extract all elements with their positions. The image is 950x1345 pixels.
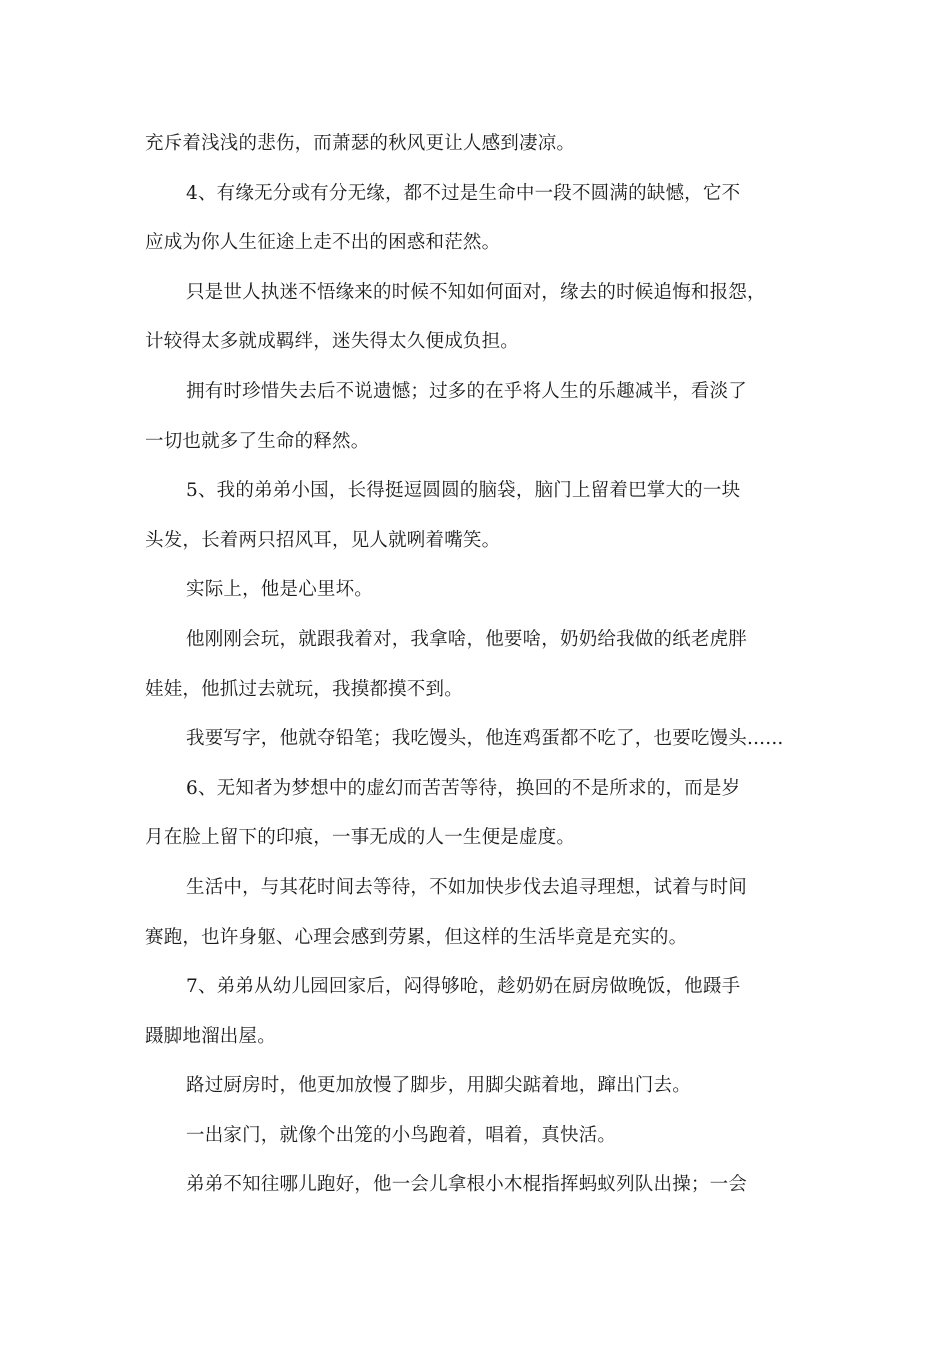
text-line: 4、有缘无分或有分无缘，都不过是生命中一段不圆满的缺憾，它不 [186, 182, 741, 204]
text-line: 一出家门，就像个出笼的小鸟跑着，唱着，真快活。 [186, 1124, 617, 1146]
text-line: 7、弟弟从幼儿园回家后，闷得够呛，趁奶奶在厨房做晚饭，他蹑手 [186, 976, 741, 998]
text-line: 6、无知者为梦想中的虚幻而苦苦等待，换回的不是所求的，而是岁 [186, 777, 741, 799]
text-line: 实际上，他是心里坏。 [186, 579, 374, 601]
text-line: 拥有时珍惜失去后不说遗憾；过多的在乎将人生的乐趣减半，看淡了 [186, 380, 748, 402]
text-line: 他刚刚会玩，就跟我着对，我拿啥，他要啥，奶奶给我做的纸老虎胖 [186, 628, 748, 650]
text-line: 一切也就多了生命的释然。 [145, 430, 370, 452]
text-line: 充斥着浅浅的悲伤，而萧瑟的秋风更让人感到凄凉。 [145, 133, 576, 154]
text-block [145, 119, 810, 1210]
text-line: 弟弟不知往哪儿跑好，他一会儿拿根小木棍指挥蚂蚁列队出操；一会 [186, 1174, 748, 1196]
text-line: 路过厨房时，他更加放慢了脚步，用脚尖踮着地，蹿出门去。 [186, 1075, 691, 1097]
text-line: 月在脸上留下的印痕，一事无成的人一生便是虚度。 [145, 827, 576, 849]
text-line: 蹑脚地溜出屋。 [145, 1025, 276, 1047]
text-line: 生活中，与其花时间去等待，不如加快步伐去追寻理想，试着与时间 [186, 876, 748, 898]
text-line: 我要写字，他就夺铅笔；我吃馒头，他连鸡蛋都不吃了，也要吃馒头...... [186, 728, 784, 750]
text-line: 娃娃，他抓过去就玩，我摸都摸不到。 [145, 678, 463, 700]
text-line: 计较得太多就成羁绊，迷失得太久便成负担。 [145, 331, 520, 353]
text-line: 应成为你人生征途上走不出的困惑和茫然。 [145, 232, 501, 254]
text-line: 5、我的弟弟小国，长得挺逗圆圆的脑袋，脑门上留着巴掌大的一块 [186, 480, 741, 502]
text-line: 赛跑，也许身躯、心理会感到劳累，但这样的生活毕竟是充实的。 [145, 926, 688, 948]
text-line: 头发，长着两只招风耳，见人就咧着嘴笑。 [145, 529, 501, 551]
text-line: 只是世人执迷不悟缘来的时候不知如何面对，缘去的时候追悔和报怨， [186, 281, 766, 303]
document-body [145, 119, 810, 1210]
